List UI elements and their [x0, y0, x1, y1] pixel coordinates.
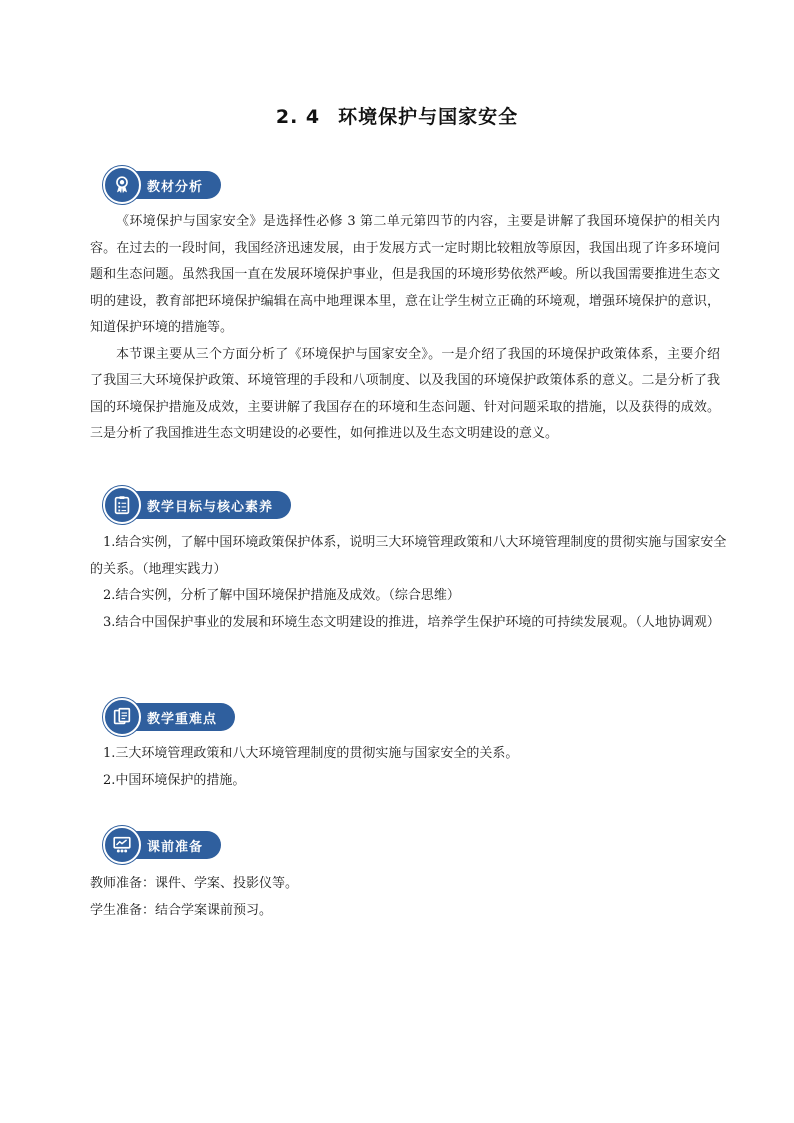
title-text: 环境保护与国家安全 [338, 106, 519, 128]
prep-list [90, 871, 730, 924]
page-title [0, 102, 794, 129]
prep-heading: 课前准备 [125, 831, 221, 859]
analysis-banner [103, 168, 221, 202]
analysis-paragraph: 本节课主要从三个方面分析了《环境保护与国家安全》。一是介绍了我国的环境保护政策体系，主要介绍了我国三大环境保护政策、环境管理的手段和八项制度、以及我国的环境保护政策体系的意义。二是分析了我国的环境保护措施及成效，主要讲解了我国存在的环境和生态问题、针对问题采取的措施，以及获得的成效。三是分析了我国推进生态文明建设的必要性，如何推进以及生态文明建设的意义。 [90, 346, 720, 441]
keypoint-item: 2.中国环境保护的措施。 [103, 772, 246, 788]
goals-list [90, 530, 730, 636]
goals-banner [103, 488, 291, 522]
clipboard-checklist-icon [103, 486, 141, 524]
keypoints-list [90, 741, 730, 794]
prep-item: 教师准备：课件、学案、投影仪等。 [90, 876, 299, 891]
prep-banner [103, 828, 221, 862]
analysis-paragraph: 《环境保护与国家安全》是选择性必修 3 第二单元第四节的内容，主要是讲解了我国环境保护的相关内容。在过去的一段时间，我国经济迅速发展，由于发展方式一定时期比较粗放等原因，我国出现了许多环境问题和生态问题。虽然我国一直在发展环境保护事业，但是我国的环境形势依然严峻。所以我国需要推进生态文明的建设，教育部把环境保护编辑在高中地理课本里，意在让学生树立正确的环境观，增强环境保护的意识，知道保护环境的措施等。 [90, 214, 720, 335]
section-number: 2. 4 [275, 106, 321, 128]
presentation-board-icon [103, 826, 141, 864]
goals-heading: 教学目标与核心素养 [125, 491, 291, 519]
ribbon-award-icon [103, 166, 141, 204]
keypoints-banner [103, 700, 235, 734]
analysis-body [90, 209, 720, 448]
prep-item: 学生准备：结合学案课前预习。 [90, 902, 273, 918]
analysis-heading: 教材分析 [125, 171, 221, 199]
goal-item: 1.结合实例，了解中国环境政策保护体系，说明三大环境管理政策和八大环境管理制度的贯彻实施与国家安全的关系。（地理实践力） [90, 535, 727, 577]
goal-item: 2.结合实例，分析了解中国环境保护措施及成效。（综合思维） [103, 588, 460, 603]
documents-stack-icon [103, 698, 141, 736]
goal-item: 3.结合中国保护事业的发展和环境生态文明建设的推进，培养学生保护环境的可持续发展观。（人地协调观） [103, 614, 720, 630]
keypoint-item: 1.三大环境管理政策和八大环境管理制度的贯彻实施与国家安全的关系。 [103, 746, 519, 761]
keypoints-heading: 教学重难点 [125, 703, 235, 731]
